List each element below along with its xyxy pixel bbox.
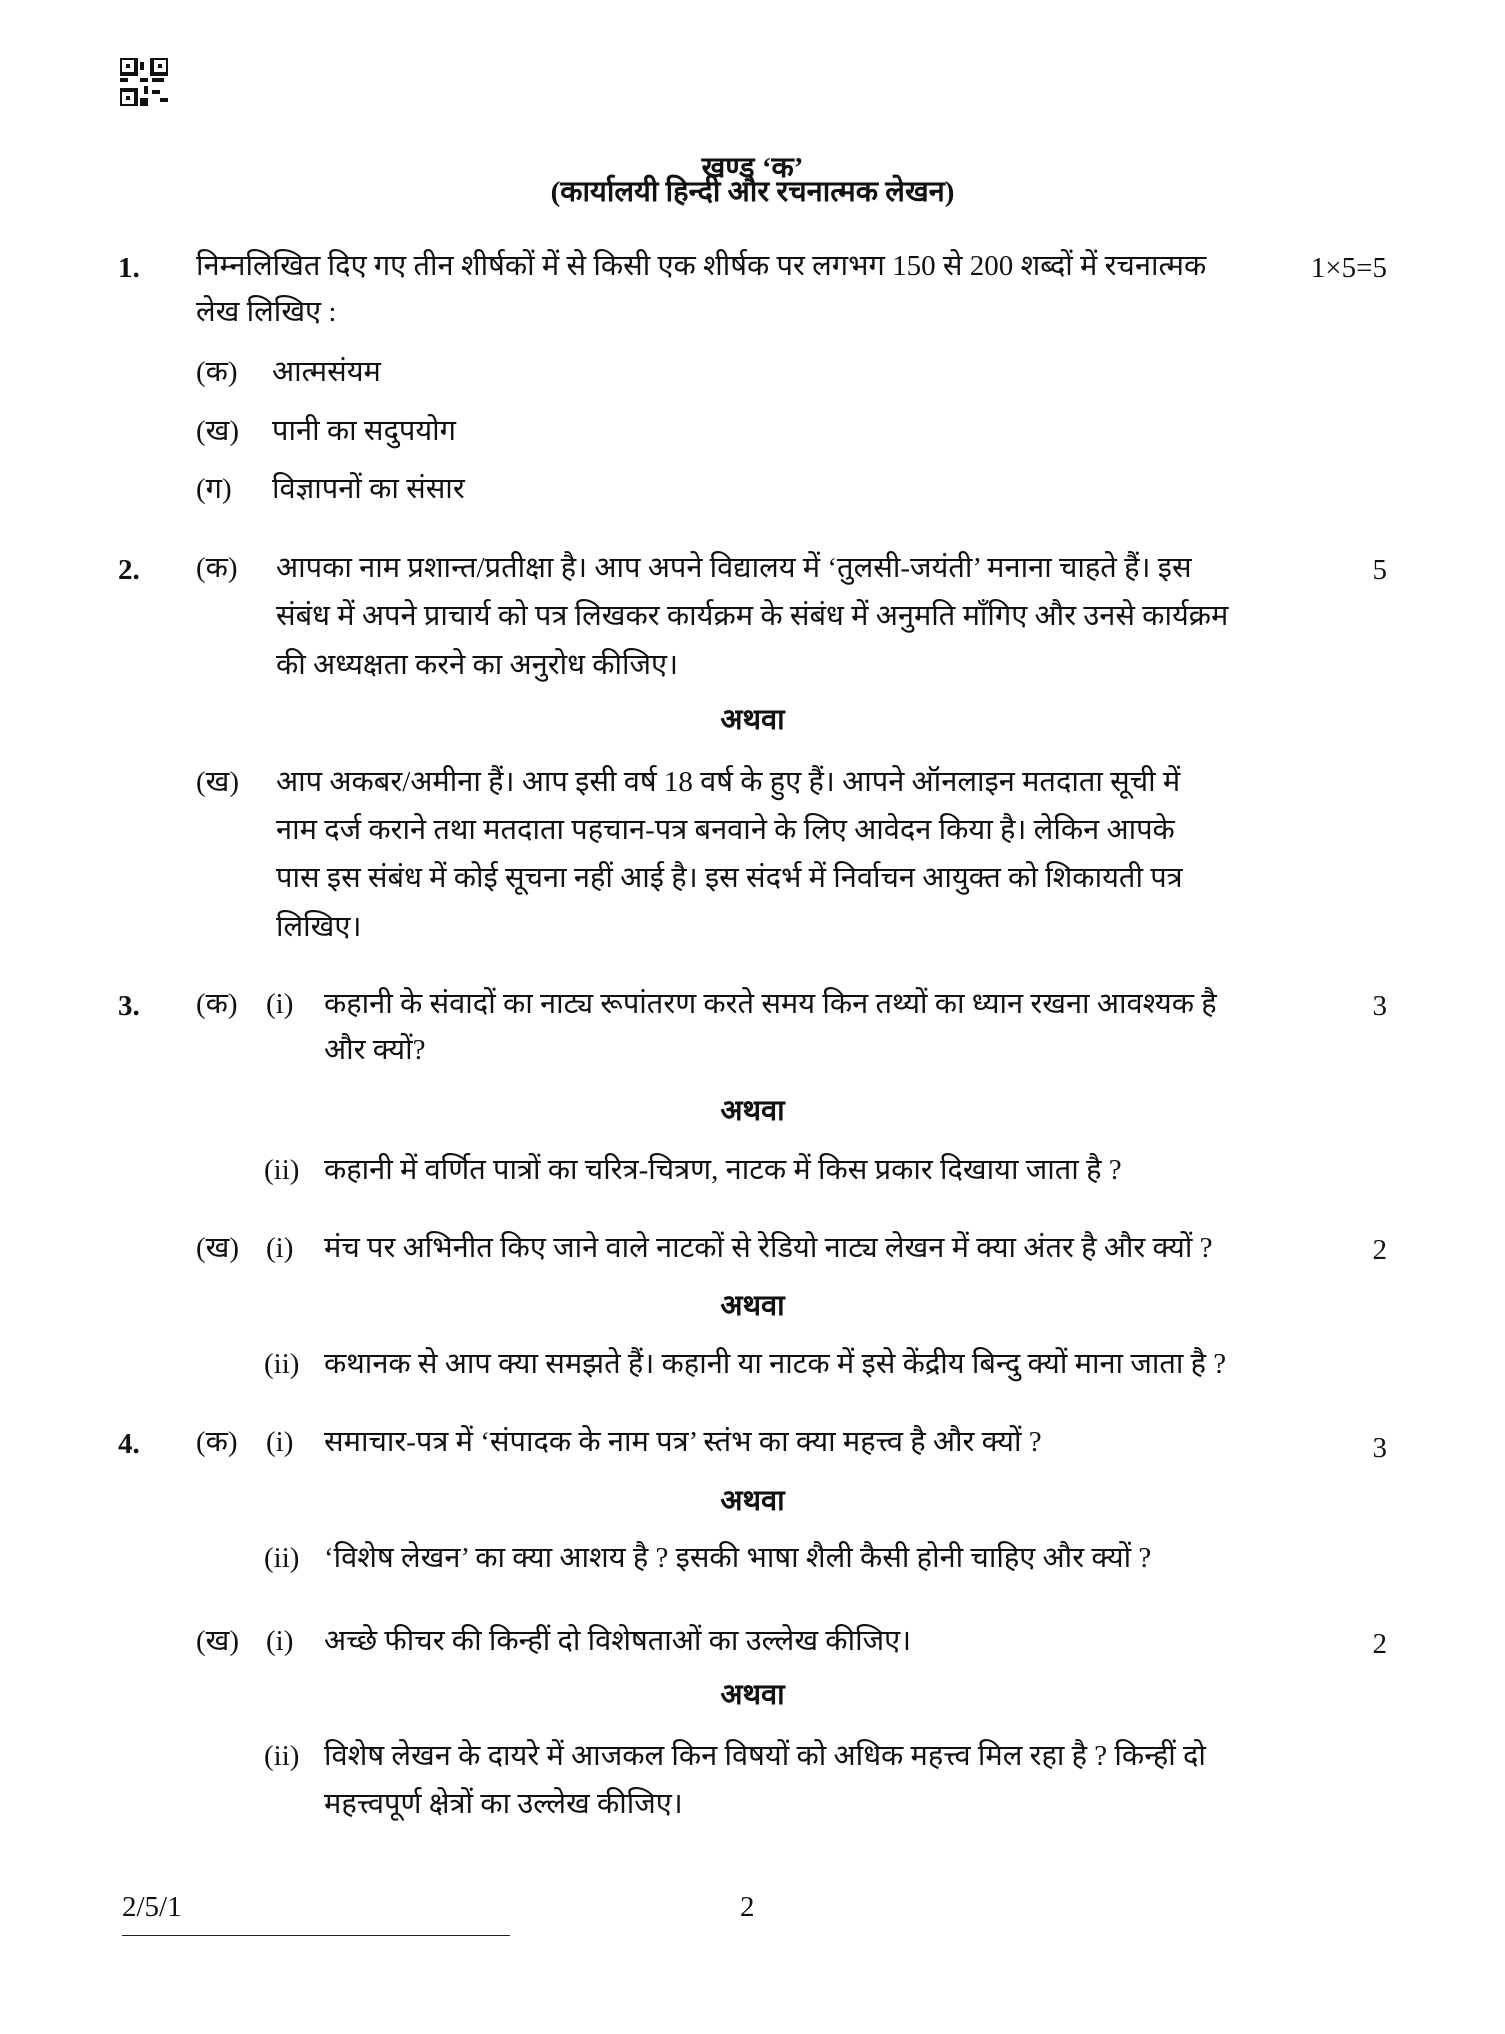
question-text: समाचार-पत्र में ‘संपादक के नाम पत्र’ स्तंभ का क्या महत्त्व है और क्यों ?	[324, 1426, 1042, 1458]
part-label: (ख)	[196, 1625, 240, 1657]
question-text: की अध्यक्षता करने का अनुरोध कीजिए।	[276, 649, 679, 681]
option-text: पानी का सदुपयोग	[272, 415, 457, 447]
question-text: मंच पर अभिनीत किए जाने वाले नाटकों से रेडियो नाट्य लेखन में क्या अंतर है और क्यों ?	[324, 1232, 1213, 1264]
or-separator: अथवा	[720, 1095, 785, 1127]
question-text: कथानक से आप क्या समझते हैं। कहानी या नाटक में इसे केंद्रीय बिन्दु क्यों माना जाता है ?	[324, 1348, 1227, 1380]
footer-divider	[122, 1935, 510, 1936]
marks: 3	[1372, 990, 1387, 1022]
question-text: पास इस संबंध में कोई सूचना नहीं आई है। इस संदर्भ में निर्वाचन आयुक्त को शिकायती पत्र	[276, 862, 1183, 894]
or-separator: अथवा	[720, 1290, 785, 1322]
option-label: (क)	[196, 356, 238, 388]
section-subtitle: (कार्यालयी हिन्दी और रचनात्मक लेखन)	[550, 176, 955, 208]
question-text: महत्त्वपूर्ण क्षेत्रों का उल्लेख कीजिए।	[324, 1788, 683, 1820]
part-label: (क)	[196, 988, 238, 1020]
paper-code: 2/5/1	[122, 1891, 182, 1923]
or-separator: अथवा	[720, 1485, 785, 1517]
sub-label: (ii)	[264, 1348, 300, 1380]
part-label: (ख)	[196, 1232, 240, 1264]
question-text: आप अकबर/अमीना हैं। आप इसी वर्ष 18 वर्ष के हुए हैं। आपने ऑनलाइन मतदाता सूची में	[276, 766, 1181, 798]
question-text: कहानी में वर्णित पात्रों का चरित्र-चित्रण, नाटक में किस प्रकार दिखाया जाता है ?	[324, 1154, 1122, 1186]
option-label: (ग)	[196, 473, 232, 505]
sub-label: (ii)	[264, 1542, 300, 1574]
question-text: कहानी के संवादों का नाट्य रूपांतरण करते समय किन तथ्यों का ध्यान रखना आवश्यक है	[324, 988, 1217, 1020]
sub-label: (ii)	[264, 1740, 300, 1772]
question-text: निम्नलिखित दिए गए तीन शीर्षकों में से किसी एक शीर्षक पर लगभग 150 से 200 शब्दों में रचनात्मक	[196, 250, 1207, 282]
marks: 2	[1372, 1234, 1387, 1266]
or-separator: अथवा	[720, 1679, 785, 1711]
sub-label: (i)	[266, 1625, 294, 1657]
option-text: आत्मसंयम	[272, 356, 381, 388]
qr-code-icon	[120, 58, 168, 106]
part-label: (ख)	[196, 766, 240, 798]
sub-label: (i)	[266, 1426, 294, 1458]
question-number: 2.	[118, 554, 140, 586]
part-label: (क)	[196, 1426, 238, 1458]
question-number: 1.	[118, 252, 140, 284]
question-text: और क्यों?	[324, 1034, 426, 1066]
question-number: 4.	[118, 1428, 140, 1460]
marks: 2	[1372, 1628, 1387, 1660]
question-text: अच्छे फीचर की किन्हीं दो विशेषताओं का उल्लेख कीजिए।	[324, 1625, 912, 1657]
sub-label: (i)	[266, 1232, 294, 1264]
question-text: ‘विशेष लेखन’ का क्या आशय है ? इसकी भाषा शैली कैसी होनी चाहिए और क्यों ?	[324, 1542, 1152, 1574]
question-text: लिखिए।	[276, 911, 362, 943]
marks: 5	[1372, 554, 1387, 586]
sub-label: (i)	[266, 988, 294, 1020]
option-text: विज्ञापनों का संसार	[272, 473, 465, 505]
question-text: संबंध में अपने प्राचार्य को पत्र लिखकर कार्यक्रम के संबंध में अनुमति माँगिए और उनसे कार्यक्रम	[276, 600, 1229, 632]
section-title: खण्ड ‘क’	[701, 152, 804, 184]
question-text: लेख लिखिए :	[196, 296, 337, 328]
sub-label: (ii)	[264, 1154, 300, 1186]
marks: 1×5=5	[1310, 252, 1387, 284]
marks: 3	[1372, 1432, 1387, 1464]
question-number: 3.	[118, 990, 140, 1022]
option-label: (ख)	[196, 415, 240, 447]
question-text: विशेष लेखन के दायरे में आजकल किन विषयों को अधिक महत्त्व मिल रहा है ? किन्हीं दो	[324, 1740, 1206, 1772]
or-separator: अथवा	[720, 704, 785, 736]
part-label: (क)	[196, 552, 238, 584]
page-number: 2	[740, 1891, 755, 1923]
question-text: आपका नाम प्रशान्त/प्रतीक्षा है। आप अपने विद्यालय में ‘तुलसी-जयंती’ मनाना चाहते हैं। इस	[276, 552, 1192, 584]
question-text: नाम दर्ज कराने तथा मतदाता पहचान-पत्र बनवाने के लिए आवेदन किया है। लेकिन आपके	[276, 814, 1175, 846]
